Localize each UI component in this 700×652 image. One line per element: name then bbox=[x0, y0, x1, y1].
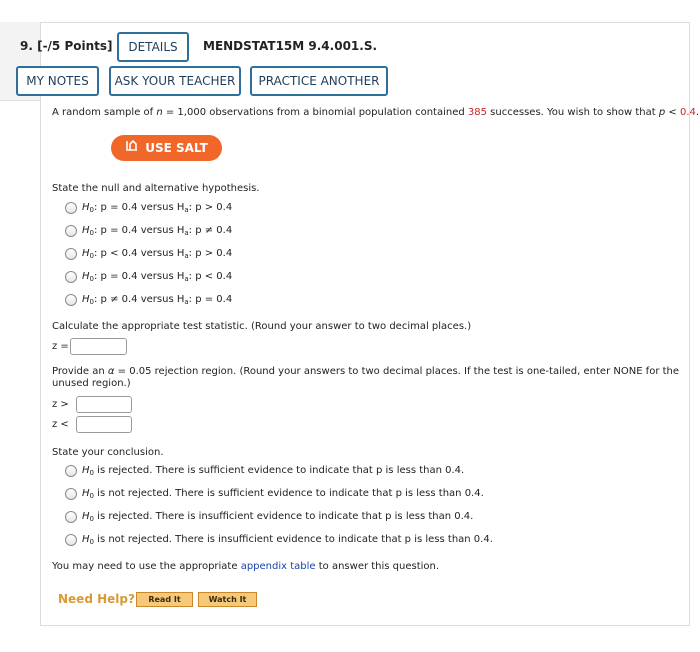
appendix-note: You may need to use the appropriate appendix table to answer this question. bbox=[52, 561, 440, 572]
need-help-label: Need Help? bbox=[58, 592, 135, 606]
z-less-label: z < bbox=[52, 419, 69, 430]
conclusion-radio-1[interactable] bbox=[65, 465, 77, 477]
hypothesis-radio-3[interactable] bbox=[65, 248, 77, 260]
conclusion-option-2: $H_0$ is not rejected. There is sufficient evidence to indicate that p is less than 0.4. bbox=[82, 488, 484, 500]
question-number: 9. [-/5 Points] bbox=[20, 39, 113, 53]
hypothesis-prompt: State the null and alternative hypothesis. bbox=[52, 183, 260, 194]
z-label: z = bbox=[52, 341, 69, 352]
rejection-prompt-cont: unused region.) bbox=[52, 378, 131, 389]
z-greater-label: z > bbox=[52, 399, 69, 410]
conclusion-radio-4[interactable] bbox=[65, 534, 77, 546]
conclusion-prompt: State your conclusion. bbox=[52, 447, 164, 458]
conclusion-option-1: $H_0$ is rejected. There is sufficient evidence to indicate that p is less than 0.4. bbox=[82, 465, 465, 477]
hypothesis-radio-2[interactable] bbox=[65, 225, 77, 237]
z-less-input[interactable] bbox=[76, 416, 132, 433]
my-notes-button[interactable]: MY NOTES bbox=[16, 66, 99, 96]
conclusion-option-3: $H_0$ is rejected. There is insufficient evidence to indicate that p is less than 0.4. bbox=[82, 511, 474, 523]
hypothesis-radio-1[interactable] bbox=[65, 202, 77, 214]
z-statistic-input[interactable] bbox=[70, 338, 127, 355]
hypothesis-radio-4[interactable] bbox=[65, 271, 77, 283]
hypothesis-radio-5[interactable] bbox=[65, 294, 77, 306]
problem-statement: A random sample of n = 1,000 observations from a binomial population contained 385 successes. You wish to show that p < 0.4. bbox=[52, 107, 700, 118]
use-salt-button[interactable]: USE SALT bbox=[111, 135, 222, 161]
hypothesis-option-1: $H_0$: p = 0.4 versus $H_a$: p > 0.4 bbox=[82, 202, 233, 214]
z-greater-input[interactable] bbox=[76, 396, 132, 413]
salt-icon bbox=[125, 135, 139, 161]
successes-value: 385 bbox=[467, 107, 487, 118]
details-button[interactable]: DETAILS bbox=[117, 32, 189, 62]
hypothesis-option-2: $H_0$: p = 0.4 versus $H_a$: p ≠ 0.4 bbox=[82, 225, 233, 237]
rejection-prompt: Provide an α = 0.05 rejection region. (Round your answers to two decimal places. If the test is one-tailed, enter NONE for the bbox=[52, 366, 680, 377]
watch-it-button[interactable]: Watch It bbox=[198, 592, 257, 607]
hypothesis-option-4: $H_0$: p = 0.4 versus $H_a$: p < 0.4 bbox=[82, 271, 233, 283]
target-value: 0.4 bbox=[679, 107, 696, 118]
hypothesis-option-3: $H_0$: p < 0.4 versus $H_a$: p > 0.4 bbox=[82, 248, 233, 260]
conclusion-radio-2[interactable] bbox=[65, 488, 77, 500]
question-id: MENDSTAT15M 9.4.001.S. bbox=[203, 39, 378, 53]
appendix-table-link[interactable]: appendix table bbox=[240, 561, 316, 572]
read-it-button[interactable]: Read It bbox=[136, 592, 193, 607]
ask-teacher-button[interactable]: ASK YOUR TEACHER bbox=[109, 66, 241, 96]
hypothesis-option-5: $H_0$: p ≠ 0.4 versus $H_a$: p = 0.4 bbox=[82, 294, 233, 306]
conclusion-option-4: $H_0$ is not rejected. There is insufficient evidence to indicate that p is less than 0.4. bbox=[82, 534, 493, 546]
practice-another-button[interactable]: PRACTICE ANOTHER bbox=[250, 66, 388, 96]
statistic-prompt: Calculate the appropriate test statistic. (Round your answer to two decimal places.) bbox=[52, 321, 472, 332]
conclusion-radio-3[interactable] bbox=[65, 511, 77, 523]
